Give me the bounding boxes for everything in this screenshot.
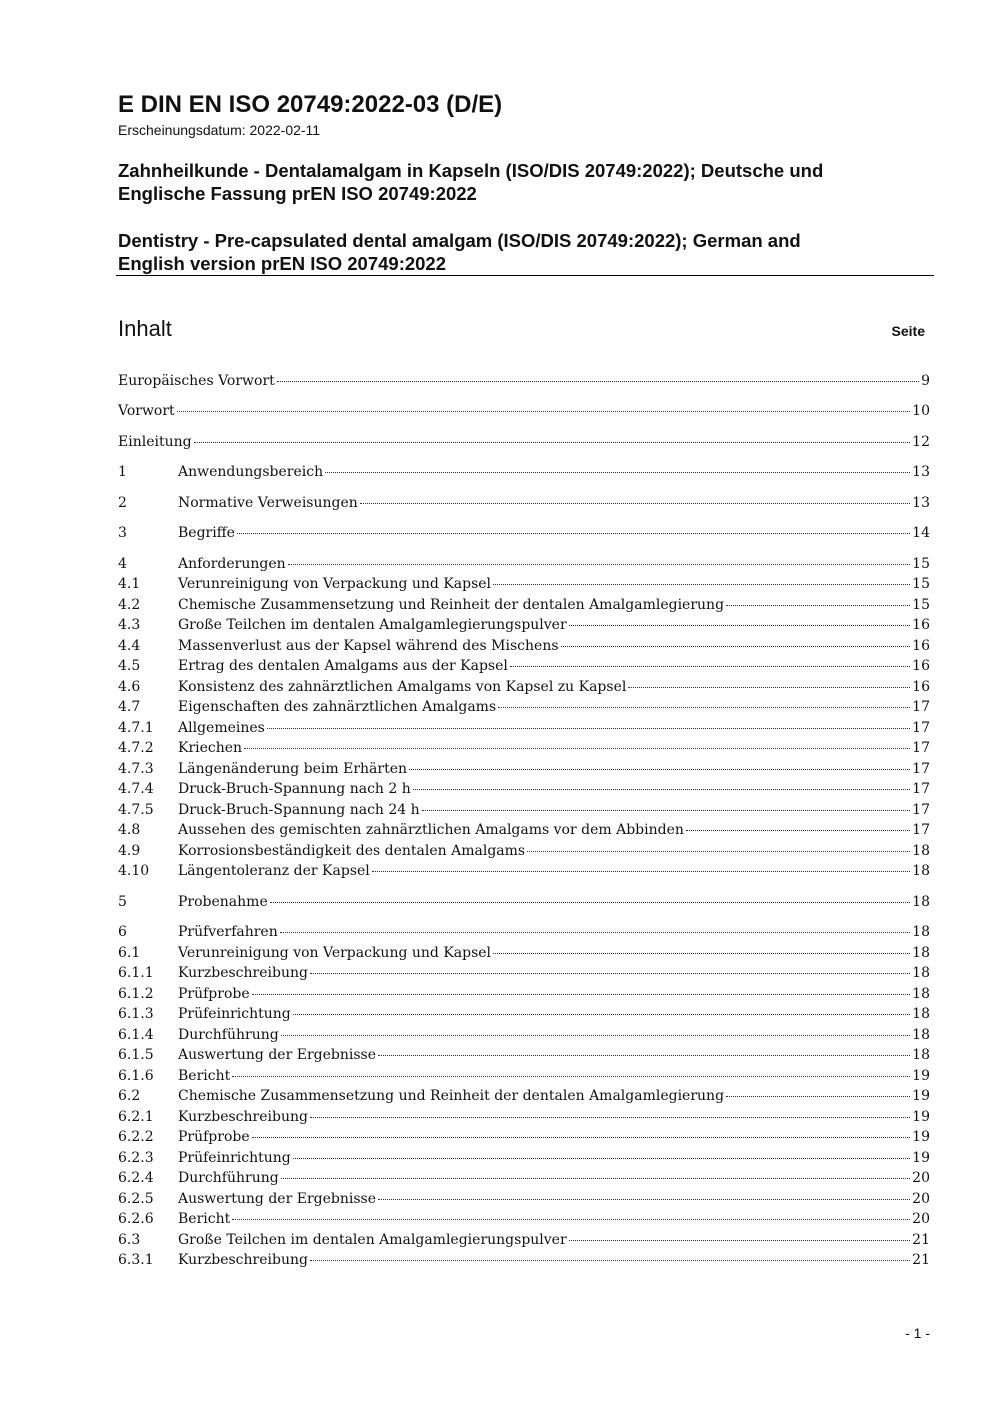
toc-entry-title: Normative Verweisungen [178, 495, 358, 511]
toc-dot-leader [237, 533, 910, 534]
toc-entry-page: 14 [912, 525, 930, 541]
toc-entry-title: Druck-Bruch-Spannung nach 2 h [178, 781, 411, 797]
toc-dot-leader [569, 625, 911, 626]
title-german-line2: Englische Fassung prEN ISO 20749:2022 [118, 183, 477, 204]
toc-entry[interactable] [118, 524, 930, 543]
toc-entry[interactable] [118, 575, 930, 594]
toc-dot-leader [360, 503, 910, 504]
toc-entry-number: 4.7.5 [118, 802, 154, 818]
toc-entry-number: 6.3.1 [118, 1252, 154, 1268]
toc-entry-number: 4.5 [118, 658, 141, 674]
toc-entry-page: 15 [912, 597, 930, 613]
toc-entry-number: 6.1.1 [118, 965, 154, 981]
toc-entry-number: 4.7.4 [118, 781, 154, 797]
toc-entry-title: Prüfeinrichtung [178, 1006, 291, 1022]
toc-entry-title: Einleitung [118, 434, 192, 450]
toc-entry-title: Kriechen [178, 740, 243, 756]
toc-entry[interactable] [118, 637, 930, 656]
toc-dot-leader [194, 442, 911, 443]
toc-entry-title: Prüfeinrichtung [178, 1150, 291, 1166]
title-english [118, 229, 918, 275]
toc-entry-number: 4.4 [118, 638, 141, 654]
toc-entry-page: 17 [912, 740, 930, 756]
toc-entry-number: 6.1 [118, 945, 141, 961]
toc-entry[interactable] [118, 463, 930, 482]
toc-entry-title: Prüfprobe [178, 986, 250, 1002]
toc-entry-page: 19 [912, 1068, 930, 1084]
toc-dot-leader [527, 851, 910, 852]
toc-entry[interactable] [118, 893, 930, 912]
toc-entry-title: Anforderungen [178, 556, 286, 572]
toc-dot-leader [232, 1076, 910, 1077]
toc-entry-page: 21 [912, 1232, 930, 1248]
toc-entry[interactable] [118, 402, 930, 421]
toc-entry-page: 13 [912, 495, 930, 511]
toc-entry-title: Chemische Zusammensetzung und Reinheit der dentalen Amalgamlegierung [178, 597, 725, 613]
toc-entry-title: Kurzbeschreibung [178, 1109, 308, 1125]
toc-entry-page: 15 [912, 576, 930, 592]
toc-entry-title: Begriffe [178, 525, 235, 541]
toc-entry-title: Probenahme [178, 894, 268, 910]
toc-dot-leader [293, 1158, 910, 1159]
toc-entry[interactable] [118, 657, 930, 676]
toc-entry-number: 6.3 [118, 1232, 141, 1248]
toc-entry-title: Kurzbeschreibung [178, 965, 308, 981]
toc-entry-page: 16 [912, 679, 930, 695]
toc-entry-title: Chemische Zusammensetzung und Reinheit der dentalen Amalgamlegierung [178, 1088, 725, 1104]
toc-entry-page: 18 [912, 1047, 930, 1063]
toc-dot-leader [310, 973, 910, 974]
toc-entry-page: 17 [912, 761, 930, 777]
toc-entry-title: Ertrag des dentalen Amalgams aus der Kapsel [178, 658, 508, 674]
toc-page-column-label: Seite [891, 323, 925, 339]
toc-entry-number: 4.7.3 [118, 761, 154, 777]
toc-entry[interactable] [118, 1108, 930, 1127]
toc-entry-page: 17 [912, 720, 930, 736]
toc-entry[interactable] [118, 964, 930, 983]
toc-entry[interactable] [118, 821, 930, 840]
toc-entry-number: 6 [118, 924, 127, 940]
toc-entry-title: Bericht [178, 1068, 231, 1084]
toc-entry-page: 17 [912, 699, 930, 715]
toc-entry-title: Längenänderung beim Erhärten [178, 761, 408, 777]
document-id: E DIN EN ISO 20749:2022-03 (D/E) [118, 91, 503, 118]
toc-entry-title: Längentoleranz der Kapsel [178, 863, 370, 879]
toc-entry-title: Anwendungsbereich [178, 464, 324, 480]
toc-entry[interactable] [118, 760, 930, 779]
toc-entry[interactable] [118, 678, 930, 697]
toc-entry-title: Massenverlust aus der Kapsel während des Mischens [178, 638, 559, 654]
toc-entry-number: 6.1.2 [118, 986, 154, 1002]
toc-entry-number: 4.7 [118, 699, 141, 715]
toc-entry-number: 4.3 [118, 617, 141, 633]
toc-dot-leader [281, 1178, 910, 1179]
toc-entry-number: 4.10 [118, 863, 150, 879]
toc-entry-title: Auswertung der Ergebnisse [178, 1191, 377, 1207]
toc-entry-number: 6.2 [118, 1088, 141, 1104]
toc-entry-number: 6.1.6 [118, 1068, 154, 1084]
toc-entry-page: 21 [912, 1252, 930, 1268]
title-english-line1: Dentistry - Pre-capsulated dental amalgam (ISO/DIS 20749:2022); German and [118, 230, 801, 251]
toc-dot-leader [252, 994, 911, 995]
toc-entry-number: 1 [118, 464, 127, 480]
toc-entry[interactable] [118, 1231, 930, 1250]
toc-entry-number: 6.2.6 [118, 1211, 154, 1227]
toc-dot-leader [177, 411, 910, 412]
toc-dot-leader [493, 584, 910, 585]
toc-dot-leader [413, 789, 910, 790]
toc-entry-page: 18 [912, 986, 930, 1002]
page-number: - 1 - [905, 1325, 930, 1341]
toc-entry[interactable] [118, 1190, 930, 1209]
toc-entry-title: Verunreinigung von Verpackung und Kapsel [178, 576, 492, 592]
toc-entry-page: 16 [912, 617, 930, 633]
toc-entry-number: 4.6 [118, 679, 141, 695]
toc-entry-page: 18 [912, 1006, 930, 1022]
toc-entry-page: 16 [912, 638, 930, 654]
toc-dot-leader [252, 1137, 911, 1138]
toc-entry-number: 6.2.3 [118, 1150, 154, 1166]
toc-dot-leader [310, 1117, 910, 1118]
toc-entry-title: Allgemeines [178, 720, 265, 736]
toc-entry-page: 19 [912, 1129, 930, 1145]
toc-entry-page: 16 [912, 658, 930, 674]
toc-dot-leader [493, 953, 910, 954]
toc-entry-page: 18 [912, 1027, 930, 1043]
toc-entry-number: 4.9 [118, 843, 141, 859]
toc-entry-page: 20 [912, 1211, 930, 1227]
toc-entry[interactable] [118, 1087, 930, 1106]
toc-entry-page: 17 [912, 802, 930, 818]
title-german [118, 159, 918, 205]
toc-dot-leader [378, 1055, 910, 1056]
toc-entry[interactable] [118, 801, 930, 820]
toc-entry-page: 19 [912, 1150, 930, 1166]
toc-entry-title: Vorwort [118, 403, 175, 419]
toc-dot-leader [686, 830, 910, 831]
toc-entry-page: 18 [912, 894, 930, 910]
publication-date: Erscheinungsdatum: 2022-02-11 [118, 122, 321, 138]
toc-entry-title: Druck-Bruch-Spannung nach 24 h [178, 802, 420, 818]
toc-entry[interactable] [118, 616, 930, 635]
toc-dot-leader [628, 687, 910, 688]
toc-entry[interactable] [118, 923, 930, 942]
toc-entry-title: Große Teilchen im dentalen Amalgamlegierungspulver [178, 1232, 567, 1248]
toc-entry[interactable] [118, 1067, 930, 1086]
toc-dot-leader [510, 666, 910, 667]
toc-entry-title: Kurzbeschreibung [178, 1252, 308, 1268]
toc-entry[interactable] [118, 1251, 930, 1270]
toc-dot-leader [726, 605, 910, 606]
toc-entry-page: 12 [912, 434, 930, 450]
toc-dot-leader [293, 1014, 910, 1015]
toc-entry-page: 10 [912, 403, 930, 419]
title-german-line1: Zahnheilkunde - Dentalamalgam in Kapseln (ISO/DIS 20749:2022); Deutsche und [118, 160, 824, 181]
toc-entry-number: 6.1.4 [118, 1027, 154, 1043]
toc-entry[interactable] [118, 1169, 930, 1188]
toc-entry-page: 15 [912, 556, 930, 572]
toc-entry-page: 17 [912, 822, 930, 838]
toc-dot-leader [281, 1035, 910, 1036]
toc-dot-leader [288, 564, 911, 565]
toc-entry[interactable] [118, 372, 930, 391]
toc-entry[interactable] [118, 1046, 930, 1065]
toc-entry-title: Aussehen des gemischten zahnärztlichen Amalgams vor dem Abbinden [178, 822, 684, 838]
toc-entry-title: Auswertung der Ergebnisse [178, 1047, 377, 1063]
toc-dot-leader [325, 472, 910, 473]
toc-entry[interactable] [118, 1005, 930, 1024]
toc-dot-leader [267, 728, 910, 729]
toc-entry[interactable] [118, 1149, 930, 1168]
toc-entry-page: 17 [912, 781, 930, 797]
toc-entry-number: 6.2.5 [118, 1191, 154, 1207]
toc-dot-leader [569, 1240, 911, 1241]
toc-entry[interactable] [118, 719, 930, 738]
title-english-line2: English version prEN ISO 20749:2022 [118, 253, 447, 274]
toc-entry-number: 6.2.4 [118, 1170, 154, 1186]
toc-entry-page: 18 [912, 965, 930, 981]
toc-entry-number: 5 [118, 894, 127, 910]
toc-entry[interactable] [118, 780, 930, 799]
toc-entry-number: 6.2.1 [118, 1109, 154, 1125]
toc-entry-number: 6.2.2 [118, 1129, 154, 1145]
toc-entry-page: 19 [912, 1088, 930, 1104]
toc-dot-leader [280, 932, 910, 933]
toc-entry-number: 6.1.5 [118, 1047, 154, 1063]
toc-entry[interactable] [118, 739, 930, 758]
toc-entry-title: Konsistenz des zahnärztlichen Amalgams von Kapsel zu Kapsel [178, 679, 627, 695]
toc-entry-title: Prüfverfahren [178, 924, 278, 940]
toc-entry-number: 4.1 [118, 576, 141, 592]
toc-heading: Inhalt [118, 316, 172, 341]
toc-dot-leader [244, 748, 910, 749]
toc-entry[interactable] [118, 698, 930, 717]
toc-entry-page: 20 [912, 1170, 930, 1186]
toc-entry-title: Durchführung [178, 1027, 279, 1043]
toc-entry[interactable] [118, 494, 930, 513]
toc-entry-title: Bericht [178, 1211, 231, 1227]
toc-entry-page: 9 [921, 373, 930, 389]
toc-dot-leader [310, 1260, 910, 1261]
toc-entry-page: 18 [912, 843, 930, 859]
toc-entry-title: Verunreinigung von Verpackung und Kapsel [178, 945, 492, 961]
toc-dot-leader [270, 902, 910, 903]
toc-entry-page: 13 [912, 464, 930, 480]
toc-entry[interactable] [118, 985, 930, 1004]
toc-dot-leader [561, 646, 911, 647]
toc-entry-title: Korrosionsbeständigkeit des dentalen Amalgams [178, 843, 526, 859]
toc-dot-leader [277, 381, 919, 382]
toc-entry-page: 19 [912, 1109, 930, 1125]
toc-entry-number: 3 [118, 525, 127, 541]
toc-entry[interactable] [118, 1026, 930, 1045]
toc-entry-title: Große Teilchen im dentalen Amalgamlegierungspulver [178, 617, 567, 633]
toc-entry-number: 4.2 [118, 597, 141, 613]
toc-dot-leader [498, 707, 910, 708]
header-divider [116, 275, 934, 276]
toc-dot-leader [726, 1096, 910, 1097]
toc-dot-leader [232, 1219, 910, 1220]
toc-entry-page: 18 [912, 863, 930, 879]
toc-entry[interactable] [118, 1128, 930, 1147]
toc-dot-leader [409, 769, 910, 770]
toc-entry[interactable] [118, 433, 930, 452]
toc-entry-number: 6.1.3 [118, 1006, 154, 1022]
toc-entry-title: Prüfprobe [178, 1129, 250, 1145]
toc-entry[interactable] [118, 555, 930, 574]
toc-entry-number: 2 [118, 495, 127, 511]
toc-entry[interactable] [118, 842, 930, 861]
toc-entry-title: Europäisches Vorwort [118, 373, 275, 389]
toc-dot-leader [422, 810, 911, 811]
toc-entry-page: 18 [912, 945, 930, 961]
toc-entry[interactable] [118, 596, 930, 615]
toc-entry-number: 4.8 [118, 822, 141, 838]
toc-entry-title: Eigenschaften des zahnärztlichen Amalgams [178, 699, 497, 715]
toc-entry-title: Durchführung [178, 1170, 279, 1186]
toc-entry-page: 18 [912, 924, 930, 940]
toc-entry-number: 4.7.2 [118, 740, 154, 756]
toc-dot-leader [372, 871, 910, 872]
toc-entry-number: 4.7.1 [118, 720, 154, 736]
toc-entry[interactable] [118, 944, 930, 963]
toc-entry[interactable] [118, 1210, 930, 1229]
toc-dot-leader [378, 1199, 910, 1200]
toc-entry-page: 20 [912, 1191, 930, 1207]
toc-entry[interactable] [118, 862, 930, 881]
toc-entry-number: 4 [118, 556, 127, 572]
